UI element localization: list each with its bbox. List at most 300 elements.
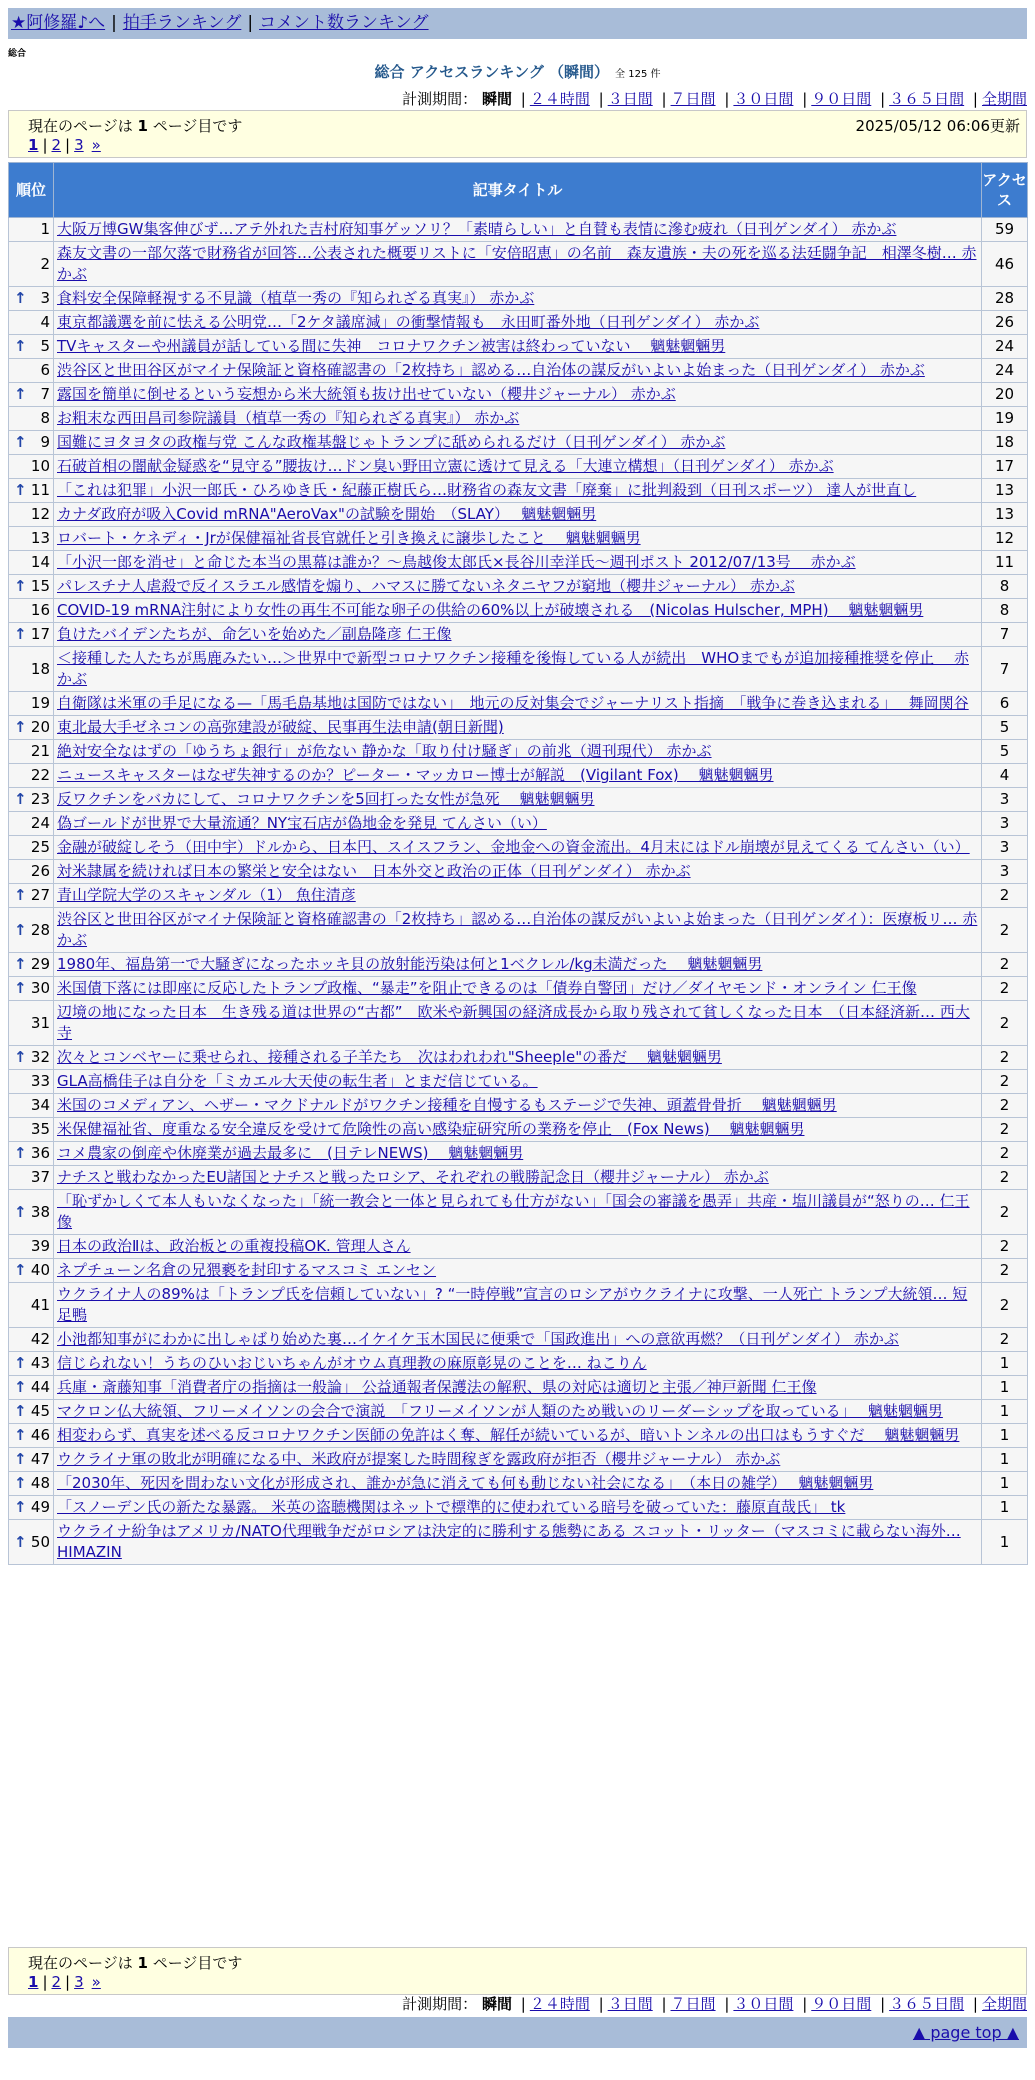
table-row [9,1070,1028,1094]
nav-link-comment-ranking[interactable]: コメント数ランキング [259,13,429,33]
title-cell [54,1376,982,1400]
title-cell [54,311,982,335]
rank-cell [9,431,54,455]
table-row [9,1235,1028,1259]
rank-number: 41 [30,1295,50,1314]
article-title-link[interactable]: GLA高橋佳子は自分を「ミカエル大天使の転生者」とまだ信じている。 [57,1072,538,1090]
article-title-link[interactable]: 絶対安全なはずの「ゆうちょ銀行」が危ない 静かな「取り付け騒ぎ」の前兆（週刊現代） 赤かぶ [57,742,712,760]
access-count: 2 [982,1166,1028,1190]
article-title-link[interactable]: ナチスと戦わなかったEU諸国とナチスと戦ったロシア、それぞれの戦勝記念日（櫻井ジャーナル） 赤かぶ [57,1168,769,1186]
access-count: 24 [982,359,1028,383]
table-row [9,1142,1028,1166]
title-cell [54,503,982,527]
article-title-link[interactable]: マクロン仏大統領、フリーメイソンの会合で演説 「フリーメイソンが人類のため戦いのリーダーシップを取っている」 魑魅魍魎男 [57,1402,943,1420]
rank-number: 36 [30,1144,50,1162]
table-row [9,1118,1028,1142]
rank-cell [9,527,54,551]
access-count: 19 [982,407,1028,431]
access-count: 2 [982,1118,1028,1142]
page-info-prefix: 現在のページは [28,1954,133,1972]
period-link-24h[interactable]: ２４時間 [529,90,590,108]
pager-top [28,136,101,154]
rank-number: 4 [40,313,50,331]
access-count: 13 [982,479,1028,503]
table-row [9,431,1028,455]
rank-cell [9,455,54,479]
article-title-link[interactable]: 兵庫・斎藤知事「消費者庁の指摘は一般論」 公益通報者保護法の解釈、県の対応は適切と主張／神戸新聞 仁王像 [57,1378,817,1396]
rank-cell [9,908,54,953]
rank-cell [9,860,54,884]
access-count: 2 [982,1283,1028,1328]
title-cell [54,788,982,812]
period-link-3d[interactable]: ３日間 [607,1995,653,2013]
access-count: 7 [982,647,1028,692]
table-row [9,1352,1028,1376]
period-separator: | [598,90,604,108]
access-count: 1 [982,1520,1028,1565]
up-arrow-icon: ↑ [14,1450,27,1468]
access-count: 2 [982,884,1028,908]
table-row [9,1424,1028,1448]
table-row [9,1328,1028,1352]
title-cell [54,908,982,953]
period-link-all[interactable]: 全期間 [981,1995,1027,2013]
up-arrow-icon: ↑ [14,886,27,904]
rank-cell [9,1166,54,1190]
article-title-link[interactable]: カナダ政府が吸入Covid mRNA"AeroVax"の試験を開始 （SLAY） 魑魅魍魎男 [57,505,597,523]
rank-number: 44 [30,1378,50,1396]
table-row [9,1046,1028,1070]
article-title-link[interactable]: 反ワクチンをバカにして、コロナワクチンを5回打った女性が急死 魑魅魍魎男 [57,790,595,808]
title-cell [54,1352,982,1376]
rank-number: 5 [40,337,50,355]
pager-next[interactable]: » [91,136,101,154]
rank-cell [9,953,54,977]
table-row [9,1400,1028,1424]
article-title-link[interactable]: 1980年、福島第一で大騒ぎになったホッキ貝の放射能汚染は何と1ベクレル/kg未満だった 魑魅魍魎男 [57,955,763,973]
pager-page-2[interactable]: 2 [51,136,62,154]
article-title-link[interactable]: 小池都知事がにわかに出しゃばり始めた裏…イケイケ玉木国民に便乗で「国政進出」への意欲再燃？（日刊ゲンダイ） 赤かぶ [57,1330,899,1348]
article-title-link[interactable]: 信じられない！うちのひいおじいちゃんがオウム真理教の麻原彰晃のことを… ねこりん [57,1354,647,1372]
access-count: 11 [982,551,1028,575]
rank-cell [9,1328,54,1352]
article-title-link[interactable]: 「これは犯罪」小沢一郎氏・ひろゆき氏・紀藤正樹氏ら…財務省の森友文書「廃棄」に批判殺到（日刊スポーツ） 達人が世直し [57,481,917,499]
access-count: 20 [982,383,1028,407]
access-count: 2 [982,1094,1028,1118]
pager-page-1[interactable]: 1 [28,136,39,154]
article-title-link[interactable]: 大阪万博GW集客伸びず…アテ外れた吉村府知事ゲッソリ？「素晴らしい」と自賛も表情に滲む疲れ（日刊ゲンダイ） 赤かぶ [57,220,897,238]
rank-cell [9,575,54,599]
rank-cell [9,812,54,836]
article-title-link[interactable]: 金融が破綻しそう（田中宇）ドルから、日本円、スイスフラン、金地金への資金流出。4月末にはドル崩壊が見えてくる てんさい（い） [57,838,970,856]
rank-number: 46 [30,1426,50,1444]
period-separator: | [724,1995,730,2013]
rank-number: 7 [40,385,50,403]
up-arrow-icon: ↑ [14,1202,27,1221]
pager-page-3[interactable]: 3 [74,1973,84,1991]
up-arrow-icon: ↑ [14,1048,27,1066]
access-count: 1 [982,1352,1028,1376]
access-count: 1 [982,1448,1028,1472]
page-info-top [8,110,1027,158]
nav-link-clap-ranking[interactable]: 拍手ランキング [122,13,242,33]
access-count: 1 [982,1424,1028,1448]
up-arrow-icon: ↑ [14,289,27,307]
pager-page-3[interactable]: 3 [74,136,84,154]
title-cell [54,977,982,1001]
page-info-suffix: ページ目です [152,117,243,135]
rank-number: 31 [30,1013,50,1032]
rank-number: 49 [30,1498,50,1516]
article-title-link[interactable]: 青山学院大学のスキャンダル（1） 魚住清彦 [57,886,356,904]
title-cell [54,884,982,908]
article-title-link[interactable]: 辺境の地になった日本 生き残る道は世界の“古都” 欧米や新興国の経済成長から取り残されて貧しくなった日本 （日本経済新… 西大寺 [57,1003,970,1042]
table-row [9,455,1028,479]
period-link-30d[interactable]: ３０日間 [733,1995,794,2013]
title-cell [54,1283,982,1328]
title-cell [54,1166,982,1190]
access-count: 5 [982,716,1028,740]
access-count: 3 [982,788,1028,812]
access-count: 2 [982,953,1028,977]
article-title-link[interactable]: 米保健福祉省、度重なる安全違反を受けて危険性の高い感染症研究所の業務を停止 (Fox News) 魑魅魍魎男 [57,1120,805,1138]
rank-number: 3 [40,289,50,307]
rank-cell [9,359,54,383]
rank-cell [9,1520,54,1565]
article-title-link[interactable]: ウクライナ人の89%は「トランプ氏を信頼していない」? “一時停戦”宣言のロシアがウクライナに攻撃、一人死亡 トランプ大統領… 短足鴨 [57,1285,968,1324]
article-title-link[interactable]: 米国のコメディアン、ヘザー・マクドナルドがワクチン接種を自慢するもステージで失神、頭蓋骨骨折 魑魅魍魎男 [57,1096,837,1114]
table-row [9,575,1028,599]
period-separator: | [520,90,526,108]
article-title-link[interactable]: 日本の政治Ⅱは、政治板との重複投稿OK. 管理人さん [57,1237,411,1255]
table-row [9,551,1028,575]
article-title-link[interactable]: 露国を簡単に倒せるという妄想から米大統領も抜け出せていない（櫻井ジャーナル） 赤かぶ [57,385,676,403]
access-count: 8 [982,599,1028,623]
pager-page-2[interactable]: 2 [51,1973,62,1991]
access-count: 46 [982,242,1028,287]
period-link-all[interactable]: 全期間 [981,90,1027,108]
title-cell [54,599,982,623]
period-current: 瞬間 [481,1995,512,2013]
rank-cell [9,311,54,335]
rank-cell [9,1094,54,1118]
up-arrow-icon: ↑ [14,337,27,355]
table-row [9,716,1028,740]
table-row [9,908,1028,953]
title-cell [54,1070,982,1094]
page-info-text [28,1952,242,1973]
table-row [9,884,1028,908]
rank-number: 47 [30,1450,50,1468]
rank-cell [9,503,54,527]
rank-cell [9,1118,54,1142]
page-info-number: 1 [137,117,148,135]
title-cell [54,287,982,311]
access-count: 2 [982,1235,1028,1259]
access-count: 13 [982,503,1028,527]
rank-number: 40 [30,1261,50,1279]
rank-number: 50 [30,1532,50,1551]
article-title-link[interactable]: ウクライナ軍の敗北が明確になる中、米政府が提案した時間稼ぎを露政府が拒否（櫻井ジャーナル） 赤かぶ [57,1450,781,1468]
rank-cell [9,383,54,407]
rank-number: 27 [30,886,50,904]
rank-cell [9,242,54,287]
title-cell [54,623,982,647]
access-count: 24 [982,335,1028,359]
rank-number: 17 [30,625,50,643]
top-nav-bar [8,8,1027,39]
period-separator: | [802,1995,808,2013]
title-cell [54,716,982,740]
access-count: 8 [982,575,1028,599]
rank-number: 8 [40,409,50,427]
title-cell [54,455,982,479]
table-row [9,383,1028,407]
nav-link-asyura[interactable]: ★阿修羅♪へ [11,13,106,33]
article-title-link[interactable]: 負けたバイデンたちが、命乞いを始めた／副島隆彦 仁王像 [57,625,452,643]
up-arrow-icon: ↑ [14,385,27,403]
table-row [9,1094,1028,1118]
article-title-link[interactable]: ウクライナ紛争はアメリカ/NATO代理戦争だがロシアは決定的に勝利する態勢にある スコット・リッター（マスコミに載らない海外… HIMAZIN [57,1522,961,1561]
title-cell [54,1448,982,1472]
rank-number: 28 [30,920,50,939]
rank-number: 26 [30,862,50,880]
title-cell [54,860,982,884]
page-top-link[interactable]: ▲ page top ▲ [912,2023,1019,2042]
table-header-row [9,163,1028,218]
access-count: 59 [982,218,1028,242]
up-arrow-icon: ↑ [14,790,27,808]
access-count: 2 [982,1259,1028,1283]
rank-number: 15 [30,577,50,595]
article-title-link[interactable]: ニュースキャスターはなぜ失神するのか？ピーター・マッカロー博士が解説 (Vigilant Fox) 魑魅魍魎男 [57,766,774,784]
rank-number: 48 [30,1474,50,1492]
title-cell [54,953,982,977]
ranking-title: 総合 アクセスランキング （瞬間） [374,63,610,81]
up-arrow-icon: ↑ [14,433,27,451]
page-info-suffix: ページ目です [152,1954,243,1972]
article-title-link[interactable]: ネプチューン名倉の兄猥褻を封印するマスコミ エンセン [57,1261,437,1279]
rank-cell [9,1448,54,1472]
title-cell [54,1190,982,1235]
pager-separator: | [42,1973,48,1991]
article-title-link[interactable]: 東京都議選を前に怯える公明党…「2ケタ議席減」の衝撃情報も 永田町番外地（日刊ゲンダイ） 赤かぶ [57,313,760,331]
article-title-link[interactable]: 偽ゴールドが世界で大量流通？NY宝石店が偽地金を発見 てんさい（い） [57,814,547,832]
rank-number: 2 [40,254,50,273]
rank-number: 1 [40,220,50,238]
header-access: アクセス [982,163,1028,218]
access-count: 2 [982,908,1028,953]
title-cell [54,1046,982,1070]
period-link-30d[interactable]: ３０日間 [733,90,794,108]
rank-cell [9,716,54,740]
ranking-table-body [9,218,1028,1565]
table-row [9,1001,1028,1046]
rank-cell [9,407,54,431]
up-arrow-icon: ↑ [14,1402,27,1420]
rank-cell [9,1424,54,1448]
rank-cell [9,1352,54,1376]
up-arrow-icon: ↑ [14,955,27,973]
up-arrow-icon: ↑ [14,1498,27,1516]
title-cell [54,1424,982,1448]
title-cell [54,218,982,242]
rank-cell [9,740,54,764]
access-count: 3 [982,812,1028,836]
article-title-link[interactable]: 渋谷区と世田谷区がマイナ保険証と資格確認書の「2枚持ち」認める…自治体の謀反がいよいよ始まった（日刊ゲンダイ） 赤かぶ [57,361,925,379]
period-label: 計測期間： [402,1995,478,2013]
rank-cell [9,1376,54,1400]
period-separator: | [598,1995,604,2013]
title-cell [54,359,982,383]
rank-number: 29 [30,955,50,973]
table-row [9,836,1028,860]
table-row [9,311,1028,335]
table-row [9,977,1028,1001]
period-separator: | [520,1995,526,2013]
access-count: 2 [982,1142,1028,1166]
period-separator: | [661,1995,667,2013]
table-row [9,599,1028,623]
article-title-link[interactable]: 次々とコンベヤーに乗せられ、接種される子羊たち 次はわれわれ"Sheeple"の番だ 魑魅魍魎男 [57,1048,722,1066]
period-separator: | [972,90,978,108]
table-row [9,812,1028,836]
table-row [9,623,1028,647]
article-title-link[interactable]: 「恥ずかしくて本人もいなくなった」「統一教会と一体と見られても仕方がない」「国会の審議を愚弄」共産・塩川議員が“怒りの… 仁王像 [57,1192,970,1231]
period-link-365d[interactable]: ３６５日間 [889,90,965,108]
rank-cell [9,623,54,647]
table-row [9,1190,1028,1235]
article-title-link[interactable]: 「スノーデン氏の新たな暴露。 米英の盗聴機関はネットで標準的に使われている暗号を破っていた：藤原直哉氏」 tk [57,1498,846,1516]
table-row [9,1520,1028,1565]
period-link-365d[interactable]: ３６５日間 [889,1995,965,2013]
article-title-link[interactable]: 「2030年、死因を問わない文化が形成され、誰かが急に消えても何も動じない社会になる」 （本日の雑学） 魑魅魍魎男 [57,1474,874,1492]
access-count: 3 [982,860,1028,884]
article-title-link[interactable]: ロバート・ケネディ・Jrが保健福祉省長官就任と引き換えに譲歩したこと 魑魅魍魎男 [57,529,641,547]
section-label: 総合 [8,49,27,59]
article-title-link[interactable]: ＜接種した人たちが馬鹿みたい…＞世界中で新型コロナワクチン接種を後悔している人が続出 WHOまでもが追加接種推奨を停止 赤かぶ [57,649,969,688]
period-link-90d[interactable]: ９０日間 [811,90,872,108]
up-arrow-icon: ↑ [14,1261,27,1279]
title-cell [54,836,982,860]
rank-number: 13 [30,529,50,547]
access-count: 2 [982,1046,1028,1070]
title-cell [54,527,982,551]
title-cell [54,1235,982,1259]
nav-separator: | [247,13,254,33]
up-arrow-icon: ↑ [14,1426,27,1444]
period-separator: | [724,90,730,108]
page-info-number: 1 [137,1954,148,1972]
rank-number: 11 [30,481,50,499]
table-row [9,527,1028,551]
article-title-link[interactable]: お粗末な西田昌司参院議員（植草一秀の『知られざる真実』） 赤かぶ [57,409,520,427]
rank-number: 18 [30,659,50,678]
period-link-90d[interactable]: ９０日間 [811,1995,872,2013]
rank-number: 12 [30,505,50,523]
article-title-link[interactable]: 石破首相の闇献金疑惑を“見守る”腰抜け…ドン臭い野田立憲に透けて見える「大連立構想」（日刊ゲンダイ） 赤かぶ [57,457,834,475]
article-title-link[interactable]: 自衛隊は米軍の手足になる—「馬毛島基地は国防ではない」 地元の反対集会でジャーナリスト指摘 「戦争に巻き込まれる」 舞岡関谷 [57,694,969,712]
article-title-link[interactable]: TVキャスターや州議員が話している間に失神 コロナワクチン被害は終わっていない 魑魅魍魎男 [57,337,726,355]
article-title-link[interactable]: 相変わらず、真実を述べる反コロナワクチン医師の免許はく奪、解任が続いているが、暗いトンネルの出口はもうすぐだ 魑魅魍魎男 [57,1426,960,1444]
article-title-link[interactable]: 「小沢一郎を消せ」と命じた本当の黒幕は誰か？～鳥越俊太郎氏×長谷川幸洋氏～週刊ポスト 2012/07/13号 赤かぶ [57,553,856,571]
article-title-link[interactable]: 米国債下落には即座に反応したトランプ政権、“暴走”を阻止できるのは「債券自警団」だけ／ダイヤモンド・オンライン 仁王像 [57,979,917,997]
period-separator: | [880,1995,886,2013]
article-title-link[interactable]: コメ農家の倒産や休廃業が過去最多に (日テレNEWS) 魑魅魍魎男 [57,1144,524,1162]
period-link-24h[interactable]: ２４時間 [529,1995,590,2013]
article-title-link[interactable]: パレスチナ人虐殺で反イスラエル感情を煽り、ハマスに勝てないネタニヤフが窮地（櫻井ジャーナル） 赤かぶ [57,577,795,595]
table-row [9,287,1028,311]
period-current: 瞬間 [481,90,512,108]
table-row [9,1259,1028,1283]
rank-number: 9 [40,433,50,451]
header-title: 記事タイトル [54,163,982,218]
access-count: 28 [982,287,1028,311]
table-row [9,740,1028,764]
period-separator: | [880,90,886,108]
pager-separator: | [65,136,71,154]
access-count: 2 [982,1328,1028,1352]
up-arrow-icon: ↑ [14,920,27,939]
title-cell [54,1001,982,1046]
table-row [9,479,1028,503]
article-title-link[interactable]: 食料安全保障軽視する不見識（植草一秀の『知られざる真実』） 赤かぶ [57,289,535,307]
pager-next[interactable]: » [91,1973,101,1991]
rank-cell [9,551,54,575]
period-link-7d[interactable]: ７日間 [670,1995,716,2013]
period-label: 計測期間： [402,90,478,108]
rank-number: 23 [30,790,50,808]
pager-page-1[interactable]: 1 [28,1973,39,1991]
up-arrow-icon: ↑ [14,979,27,997]
article-title-link[interactable]: 渋谷区と世田谷区がマイナ保険証と資格確認書の「2枚持ち」認める…自治体の謀反がいよいよ始まった（日刊ゲンダイ）：医療板リ… 赤かぶ [57,910,978,949]
period-link-3d[interactable]: ３日間 [607,90,653,108]
item-count: 全 125 件 [615,69,661,80]
period-link-7d[interactable]: ７日間 [670,90,716,108]
rank-cell [9,1259,54,1283]
access-count: 1 [982,1376,1028,1400]
access-count: 2 [982,1001,1028,1046]
table-row [9,1376,1028,1400]
up-arrow-icon: ↑ [14,577,27,595]
rank-number: 30 [30,979,50,997]
access-count: 7 [982,623,1028,647]
rank-number: 32 [30,1048,50,1066]
rank-cell [9,977,54,1001]
up-arrow-icon: ↑ [14,1378,27,1396]
article-title-link[interactable]: 東北最大手ゼネコンの高弥建設が破綻、民事再生法申請(朝日新聞) [57,718,504,736]
title-cell [54,431,982,455]
title-cell [54,740,982,764]
title-cell [54,575,982,599]
title-cell [54,1520,982,1565]
article-title-link[interactable]: 森友文書の一部欠落で財務省が回答…公表された概要リストに「安倍昭恵」の名前 森友遺族・夫の死を巡る法廷闘争記 相澤冬樹… 赤かぶ [57,244,977,283]
access-count: 12 [982,527,1028,551]
period-separator: | [972,1995,978,2013]
rank-number: 45 [30,1402,50,1420]
rank-cell [9,764,54,788]
article-title-link[interactable]: 対米隷属を続ければ日本の繁栄と安全はない 日本外交と政治の正体（日刊ゲンダイ） 赤かぶ [57,862,691,880]
article-title-link[interactable]: 国難にヨタヨタの政権与党 こんな政権基盤じゃトランプに舐められるだけ（日刊ゲンダイ） 赤かぶ [57,433,726,451]
table-row [9,1472,1028,1496]
title-cell [54,479,982,503]
article-title-link[interactable]: COVID-19 mRNA注射により女性の再生不可能な卵子の供給の60%以上が破壊される (Nicolas Hulscher, MPH) 魑魅魍魎男 [57,601,924,619]
rank-cell [9,335,54,359]
title-cell [54,692,982,716]
rank-cell [9,1472,54,1496]
rank-cell [9,1070,54,1094]
access-count: 6 [982,692,1028,716]
